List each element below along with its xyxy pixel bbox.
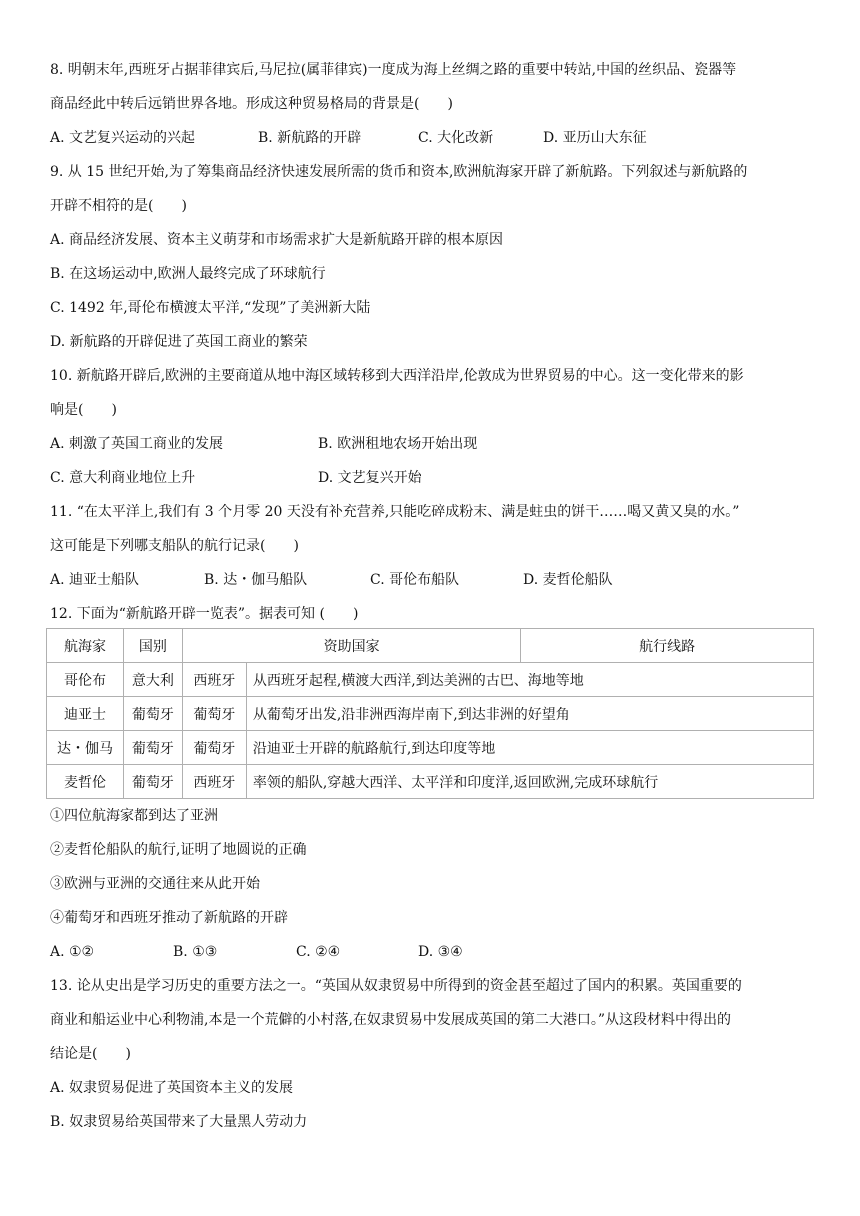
q13-option-b[interactable]: B. 奴隶贸易给英国带来了大量黑人劳动力 (50, 1114, 308, 1130)
q8-option-a[interactable]: A. 文艺复兴运动的兴起 (50, 130, 196, 146)
q9-stem-line-2: 开辟不相符的是( ) (50, 198, 187, 214)
q9-option-d[interactable]: D. 新航路的开辟促进了英国工商业的繁荣 (50, 334, 308, 350)
q13-stem-line-3: 结论是( ) (50, 1046, 131, 1062)
q11-stem-line-2: 这可能是下列哪支船队的航行记录( ) (50, 538, 299, 554)
q9-stem-line-1: 9. 从 15 世纪开始,为了筹集商品经济快速发展所需的货币和资本,欧洲航海家开辟了新航路。下列叙述与新航路的 (50, 164, 748, 180)
q12-statement-2: ②麦哲伦船队的航行,证明了地圆说的正确 (50, 842, 307, 858)
table-row (47, 697, 814, 731)
cell-navigator: 达・伽马 (47, 731, 124, 765)
q8-option-d[interactable]: D. 亚历山大东征 (543, 130, 647, 146)
q11-stem-line-1: 11. “在太平洋上,我们有 3 个月零 20 天没有补充营养,只能吃碎成粉末、满是蛀虫的饼干……喝又黄又臭的水。” (50, 504, 740, 520)
header-nationality: 国别 (123, 629, 182, 663)
q9-option-c[interactable]: C. 1492 年,哥伦布横渡太平洋,“发现”了美洲新大陆 (50, 300, 371, 316)
cell-route: 沿迪亚士开辟的航路航行,到达印度等地 (246, 731, 813, 765)
q12-option-a[interactable]: A. ①② (50, 944, 95, 960)
q12-statement-1: ①四位航海家都到达了亚洲 (50, 808, 218, 824)
cell-nationality: 葡萄牙 (123, 697, 182, 731)
q10-option-b[interactable]: B. 欧洲租地农场开始出现 (318, 436, 478, 452)
q12-option-b[interactable]: B. ①③ (173, 944, 218, 960)
cell-route: 从葡萄牙出发,沿非洲西海岸南下,到达非洲的好望角 (246, 697, 813, 731)
cell-navigator: 迪亚士 (47, 697, 124, 731)
q13-stem-line-1: 13. 论从史出是学习历史的重要方法之一。“英国从奴隶贸易中所得到的资金甚至超过了国内的积累。英国重要的 (50, 978, 742, 994)
q13-option-a[interactable]: A. 奴隶贸易促进了英国资本主义的发展 (50, 1080, 294, 1096)
q12-stem: 12. 下面为“新航路开辟一览表”。据表可知 ( ) (50, 606, 359, 622)
table-row (47, 731, 814, 765)
cell-sponsor: 西班牙 (182, 765, 246, 799)
q9-option-a[interactable]: A. 商品经济发展、资本主义萌芽和市场需求扩大是新航路开辟的根本原因 (50, 232, 504, 248)
q11-option-a[interactable]: A. 迪亚士船队 (50, 572, 140, 588)
cell-nationality: 葡萄牙 (123, 765, 182, 799)
cell-navigator: 麦哲伦 (47, 765, 124, 799)
q8-option-b[interactable]: B. 新航路的开辟 (258, 130, 362, 146)
table-header-row (47, 629, 814, 663)
q9-option-b[interactable]: B. 在这场运动中,欧洲人最终完成了环球航行 (50, 266, 326, 282)
q10-option-a[interactable]: A. 刺激了英国工商业的发展 (50, 436, 224, 452)
q12-statement-3: ③欧洲与亚洲的交通往来从此开始 (50, 876, 260, 892)
q11-option-d[interactable]: D. 麦哲伦船队 (523, 572, 613, 588)
navigation-table (46, 628, 814, 799)
q12-option-d[interactable]: D. ③④ (418, 944, 463, 960)
cell-navigator: 哥伦布 (47, 663, 124, 697)
q8-stem-line-2: 商品经此中转后远销世界各地。形成这种贸易格局的背景是( ) (50, 96, 453, 112)
q11-option-b[interactable]: B. 达・伽马船队 (204, 572, 308, 588)
q10-stem-line-2: 响是( ) (50, 402, 117, 418)
q12-statement-4: ④葡萄牙和西班牙推动了新航路的开辟 (50, 910, 288, 926)
table-row (47, 663, 814, 697)
q13-stem-line-2: 商业和船运业中心利物浦,本是一个荒僻的小村落,在奴隶贸易中发展成英国的第二大港口。”从这段材料中得出的 (50, 1012, 732, 1028)
q11-option-c[interactable]: C. 哥伦布船队 (370, 572, 460, 588)
cell-sponsor: 西班牙 (182, 663, 246, 697)
header-navigator: 航海家 (47, 629, 124, 663)
cell-nationality: 意大利 (123, 663, 182, 697)
table-row (47, 765, 814, 799)
header-sponsor: 资助国家 (182, 629, 520, 663)
cell-sponsor: 葡萄牙 (182, 697, 246, 731)
cell-route: 率领的船队,穿越大西洋、太平洋和印度洋,返回欧洲,完成环球航行 (246, 765, 813, 799)
cell-sponsor: 葡萄牙 (182, 731, 246, 765)
q12-option-c[interactable]: C. ②④ (296, 944, 341, 960)
cell-route: 从西班牙起程,横渡大西洋,到达美洲的古巴、海地等地 (246, 663, 813, 697)
q10-stem-line-1: 10. 新航路开辟后,欧洲的主要商道从地中海区域转移到大西洋沿岸,伦敦成为世界贸易的中心。这一变化带来的影 (50, 368, 744, 384)
cell-nationality: 葡萄牙 (123, 731, 182, 765)
q10-option-d[interactable]: D. 文艺复兴开始 (318, 470, 422, 486)
q10-option-c[interactable]: C. 意大利商业地位上升 (50, 470, 196, 486)
q8-option-c[interactable]: C. 大化改新 (418, 130, 494, 146)
header-route: 航行线路 (521, 629, 814, 663)
q8-stem-line-1: 8. 明朝末年,西班牙占据菲律宾后,马尼拉(属菲律宾)一度成为海上丝绸之路的重要中转站,中国的丝织品、瓷器等 (50, 62, 737, 78)
